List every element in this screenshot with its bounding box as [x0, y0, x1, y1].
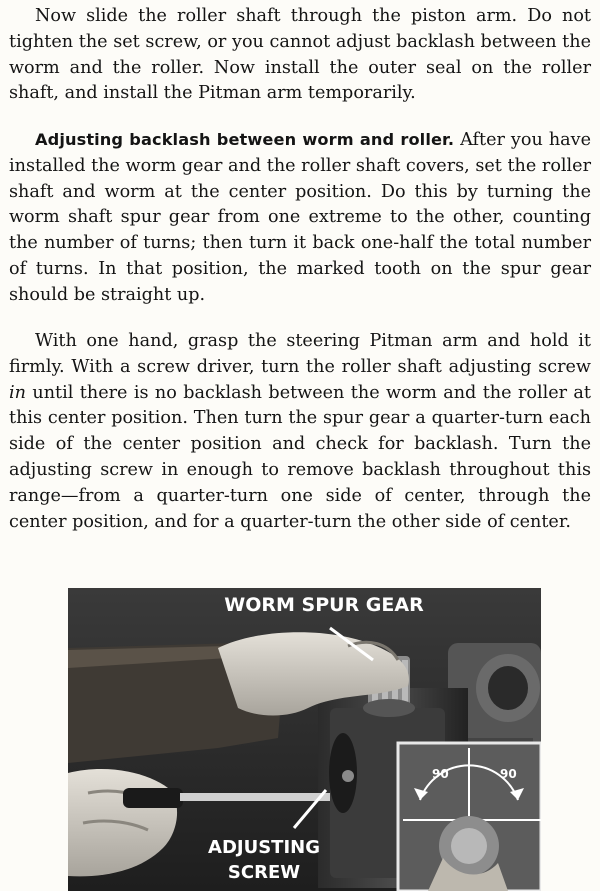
label-screw: SCREW	[227, 862, 301, 883]
label-worm-spur-gear: WORM SPUR GEAR	[224, 594, 424, 616]
inset-rotation-diagram	[398, 743, 541, 891]
paragraph-adjusting-backlash	[9, 127, 591, 309]
steering-gear-photo	[68, 588, 541, 891]
paragraph-pitman-arm	[9, 329, 591, 535]
label-adjusting: ADJUSTING	[208, 837, 320, 858]
paragraph-text-after: until there is no backlash between the worm and the roller at this center position. Then turn the spur gear a quarter-turn each side of the center position and check for backlash. Turn the adjusting screw in enough to remove backlash throughout this range—from a quarter-turn one side of center, through the center position, and for a quarter-turn the other side of center.	[9, 382, 591, 532]
paragraph-roller-shaft: Now slide the roller shaft through the piston arm. Do not tighten the set screw, or you cannot adjust backlash between the worm and the roller. Now install the outer seal on the roller shaft, and install the Pitman arm temporarily.	[9, 6, 591, 104]
paragraph-body: After you have installed the worm gear and the roller shaft covers, set the roller shaft and worm at the center position. Do this by turning the worm shaft spur gear from one extreme to the other, counting the number of turns; then turn it back one-half the total number of turns. In that position, the marked tooth on the spur gear should be straight up.	[9, 130, 591, 305]
inset-angle-right: 90	[500, 767, 517, 781]
emphasis-in: in	[9, 382, 26, 403]
inset-angle-left: 90	[432, 767, 449, 781]
run-in-heading: Adjusting backlash between worm and roller.	[35, 130, 455, 149]
paragraph-text-before: With one hand, grasp the steering Pitman arm and hold it firmly. With a screw driver, turn the roller shaft adjusting screw	[9, 331, 591, 377]
screwdriver-shaft	[180, 793, 330, 801]
